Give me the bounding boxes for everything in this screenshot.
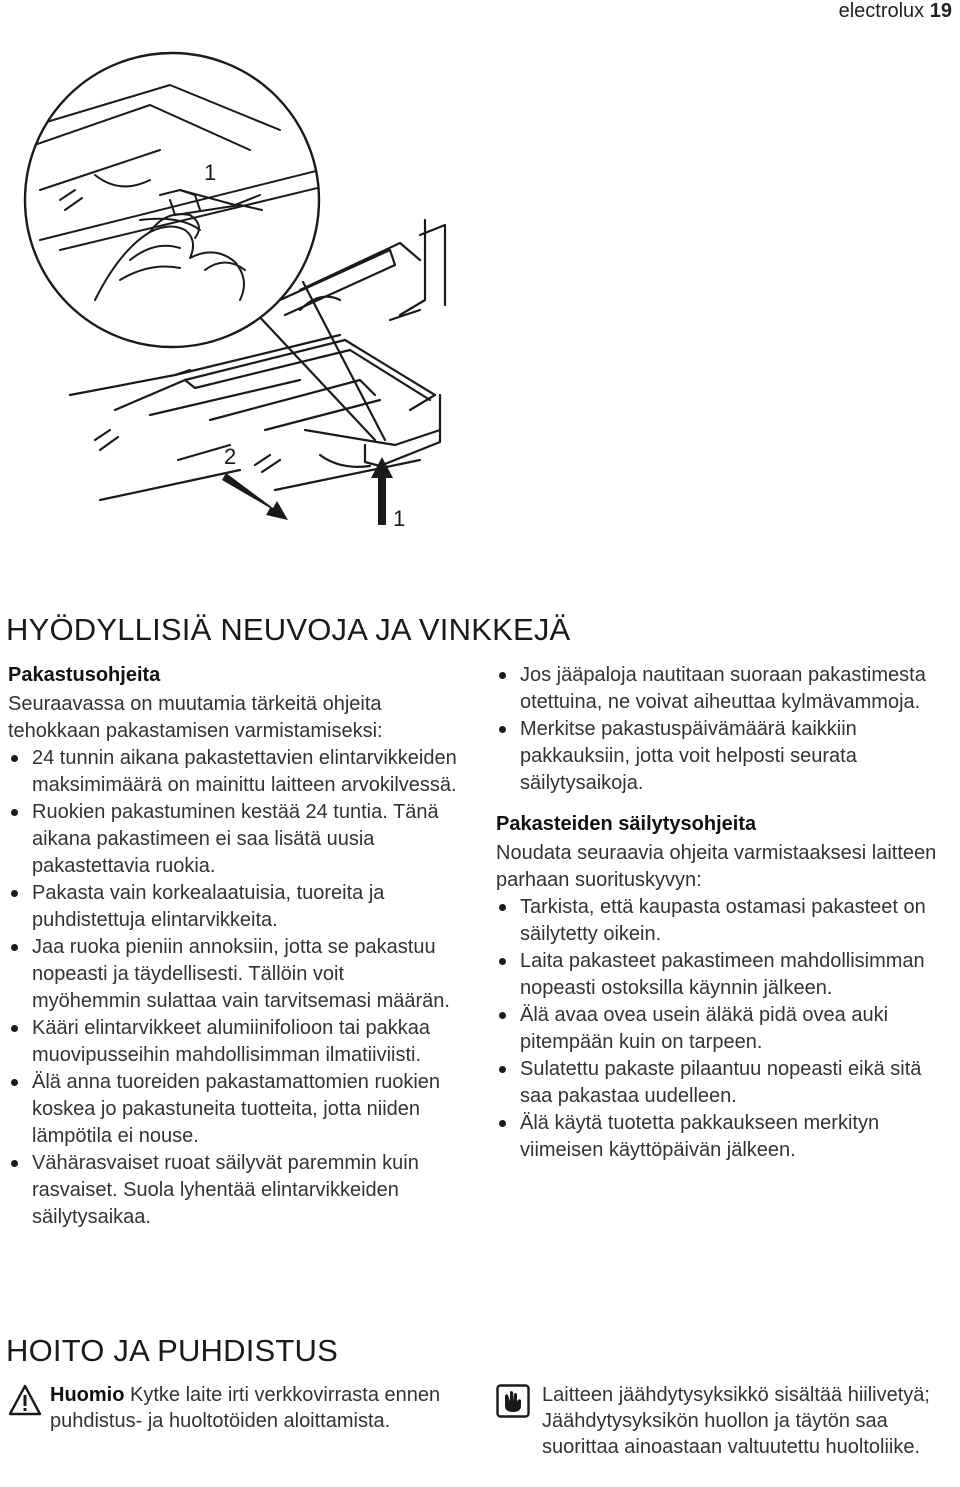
list-item: 24 tunnin aikana pakastettavien elintarvikkeiden maksimimäärä on mainittu laitteen arvokilvessä. [8,745,458,799]
list-item: Älä käytä tuotetta pakkaukseen merkityn viimeisen käyttöpäivän jälkeen. [496,1110,952,1164]
warning-label: Huomio [50,1384,125,1406]
list-item: Kääri elintarvikkeet alumiinifolioon tai pakkaa muovipusseihin mahdollisimman ilmatiiviisti. [8,1015,458,1069]
shelf-removal-illustration [0,0,960,590]
freezing-tips-column [8,662,458,1231]
freezing-heading: Pakastusohjeita [8,664,161,686]
list-item: Älä anna tuoreiden pakastamattomien ruokien koskea jo pakastuneita tuotteita, jotta niiden lämpötila ei nouse. [8,1069,458,1150]
warning-text: Kytke laite irti verkkovirrasta ennen puhdistus- ja huoltotöiden aloittamista. [50,1384,441,1432]
freezing-intro: Seuraavassa on muutamia tärkeitä ohjeita tehokkaan pakastamisen varmistamiseksi: [8,693,383,742]
list-item: Jaa ruoka pieniin annoksiin, jotta se pakastuu nopeasti ja täydellisesti. Tällöin voit myöhemmin sulattaa vain tarvitsemasi määrän. [8,934,458,1015]
figure-label-2: 2 [224,444,237,469]
list-item: Vähärasvaiset ruoat säilyvät paremmin kuin rasvaiset. Suola lyhentää elintarvikkeiden säilytysaikaa. [8,1150,458,1231]
list-item: Jos jääpaloja nautitaan suoraan pakastimesta otettuina, ne voivat aiheuttaa kylmävammoja. [496,662,952,716]
environment-icon [496,1384,530,1418]
list-item: Merkitse pakastuspäivämäärä kaikkiin pakkauksiin, jotta voit helposti seurata säilytysaikoja. [496,716,952,797]
freezing-list [8,745,458,1231]
freezing-list-continued [496,662,952,797]
storage-list [496,894,952,1164]
storage-intro: Noudata seuraavia ohjeita varmistaaksesi laitteen parhaan suorituskyvyn: [496,842,937,891]
brand-name: electrolux [838,0,925,22]
storage-tips-column [496,662,952,1164]
section-title-care: HOITO JA PUHDISTUS [6,1333,339,1368]
environment-note: Laitteen jäähdytysyksikkö sisältää hiilivetyä; Jäähdytysyksikön huollon ja täytön saa suorittaa ainoastaan valtuutettu huoltoliike. [542,1384,930,1458]
storage-heading: Pakasteiden säilytysohjeita [496,813,757,835]
figure-label-1-top: 1 [204,160,217,185]
section-title-tips: HYÖDYLLISIÄ NEUVOJA JA VINKKEJÄ [6,612,571,647]
list-item: Sulatettu pakaste pilaantuu nopeasti eikä sitä saa pakastaa uudelleen. [496,1056,952,1110]
list-item: Ruokien pakastuminen kestää 24 tuntia. Tänä aikana pakastimeen ei saa lisätä uusia pakastettavia ruokia. [8,799,458,880]
warning-note [50,1382,450,1434]
list-item: Älä avaa ovea usein äläkä pidä ovea auki pitempään kuin on tarpeen. [496,1002,952,1056]
warning-triangle-icon [8,1384,42,1416]
page-number: 19 [929,0,952,22]
list-item: Tarkista, että kaupasta ostamasi pakasteet on säilytetty oikein. [496,894,952,948]
figure-label-1-bottom: 1 [393,506,406,531]
list-item: Pakasta vain korkealaatuisia, tuoreita ja puhdistettuja elintarvikkeita. [8,880,458,934]
list-item: Laita pakasteet pakastimeen mahdollisimman nopeasti ostoksilla käynnin jälkeen. [496,948,952,1002]
